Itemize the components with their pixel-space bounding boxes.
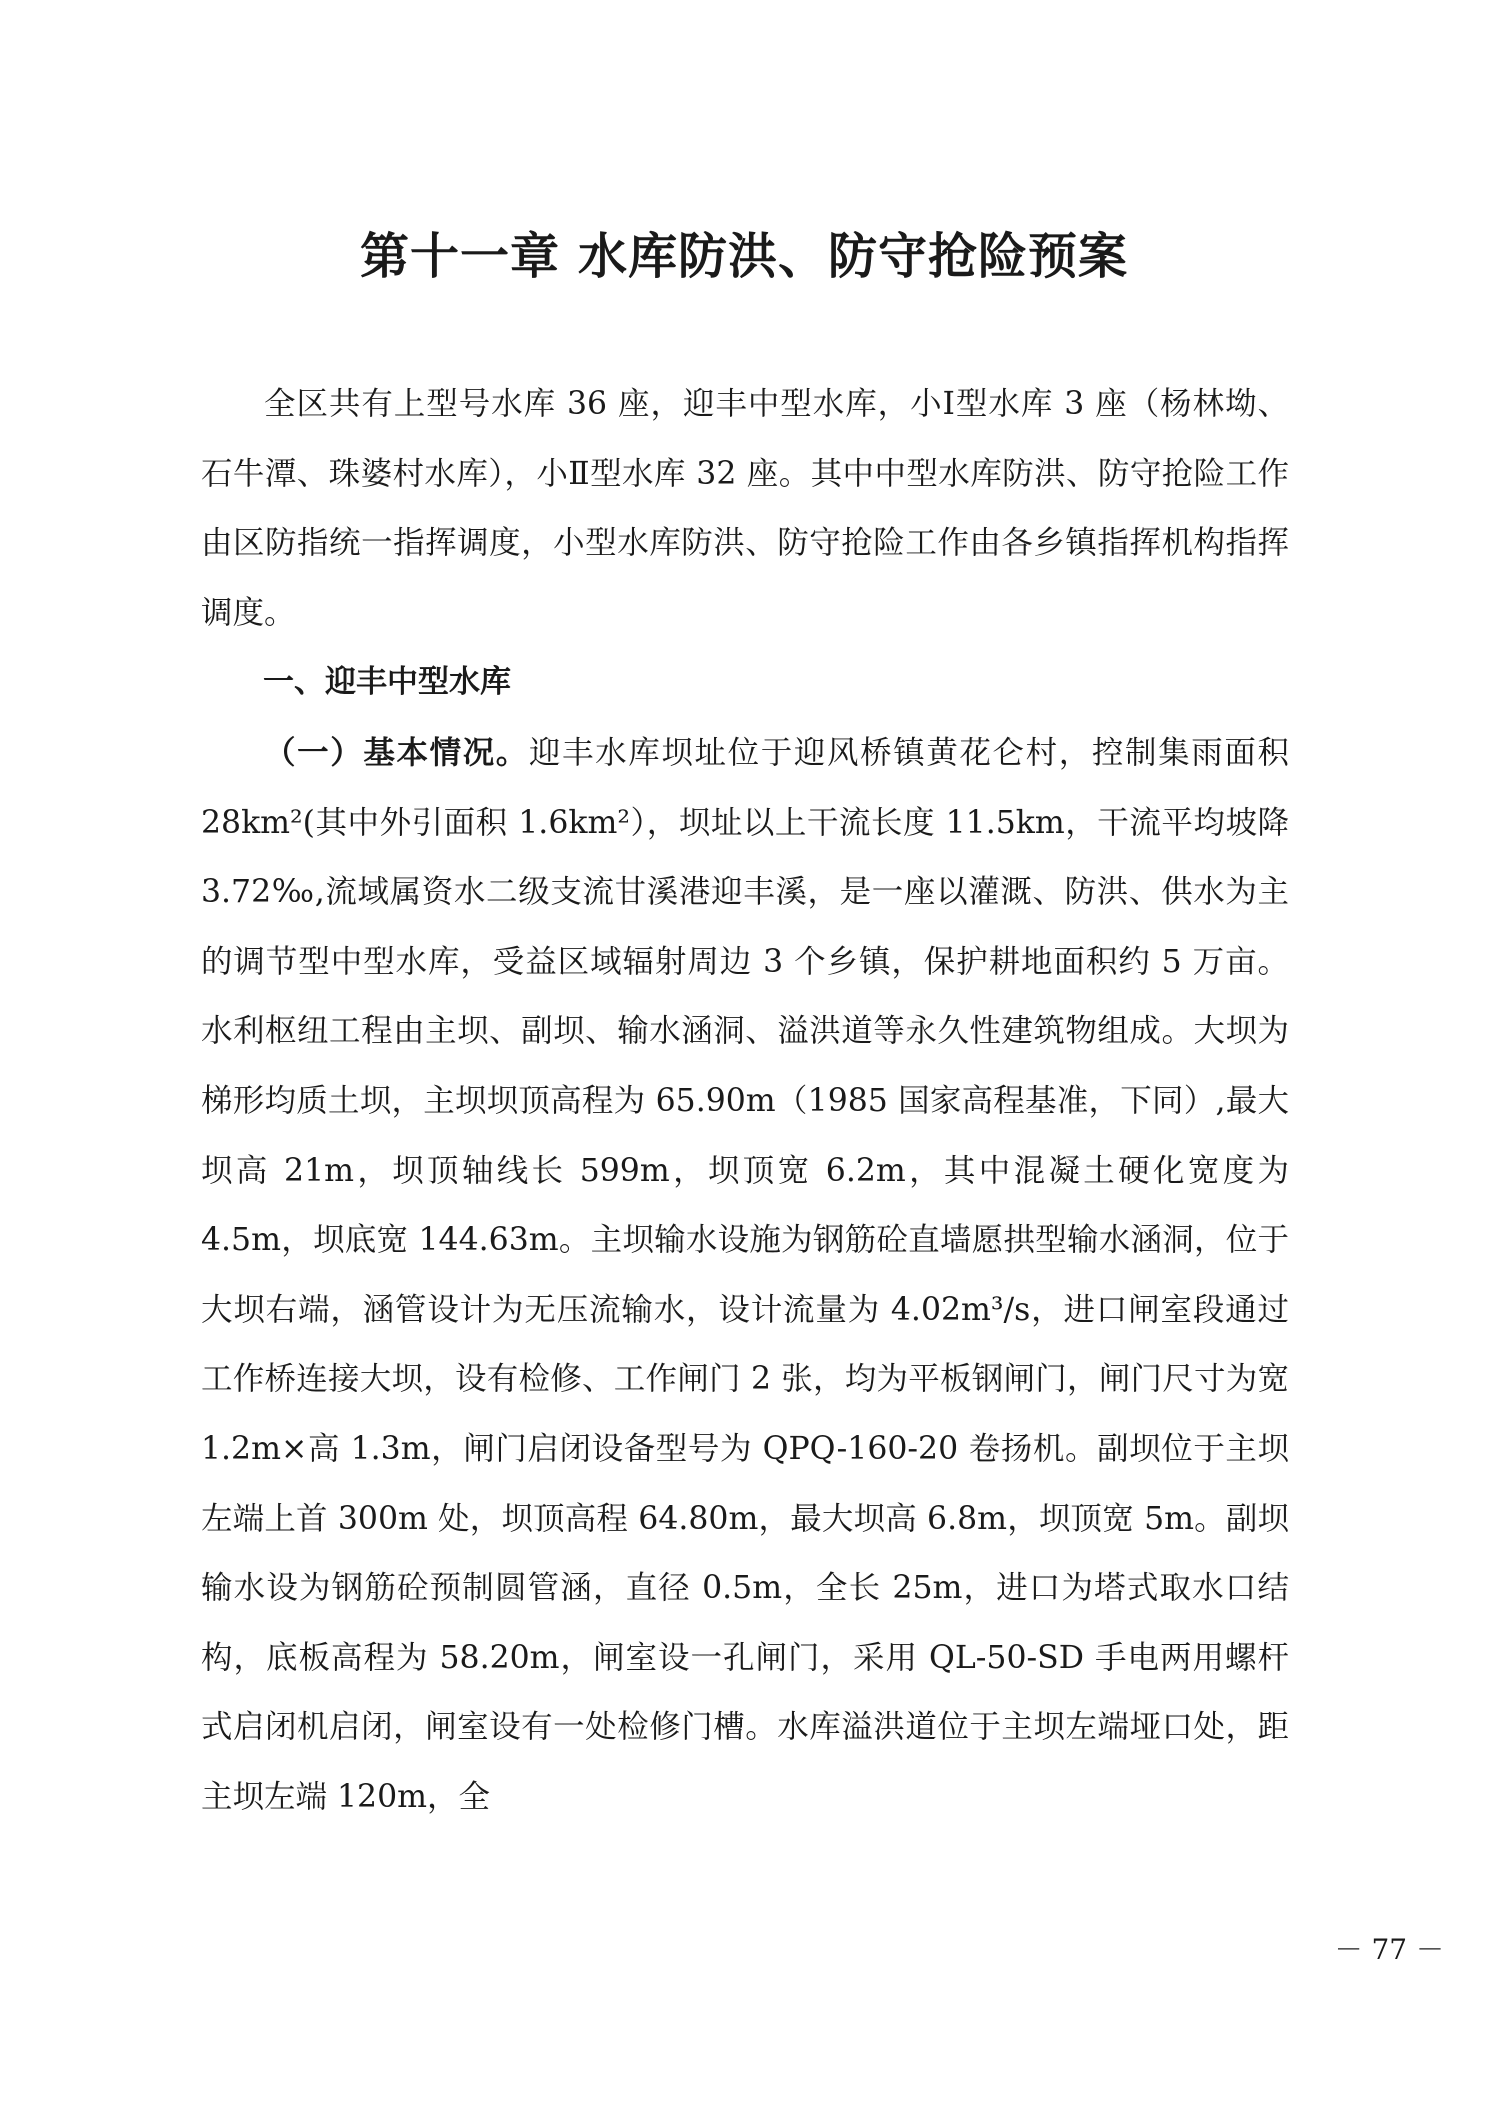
section-heading: 一、迎丰中型水库: [263, 664, 511, 701]
body-text: [201, 370, 1289, 1832]
subsection-paragraph: [201, 718, 1289, 1833]
subsection-text: 迎丰水库坝址位于迎风桥镇黄花仑村，控制集雨面积 28km²(其中外引面积 1.6km²），坝址以上干流长度 11.5km，干流平均坡降 3.72‰,流域属资水二级支流甘溪港迎丰溪，是一座以灌溉、防洪、供水为主的调节型中型水库，受益区域辐射周边 3 个乡镇，保护耕地面积约 5 万亩。水利枢纽工程由主坝、副坝、输水涵洞、溢洪道等永久性建筑物组成。大坝为梯形均质土坝，主坝坝顶高程为 65.90m（1985 国家高程基准，下同）,最大坝高 21m，坝顶轴线长 599m，坝顶宽 6.2m，其中混凝土硬化宽度为 4.5m，坝底宽 144.63m。主坝输水设施为钢筋砼直墙愿拱型输水涵洞，位于大坝右端，涵管设计为无压流输水，设计流量为 4.02m³/s，进口闸室段通过工作桥连接大坝，设有检修、工作闸门 2 张，均为平板钢闸门，闸门尺寸为宽 1.2m×高 1.3m，闸门启闭设备型号为 QPQ-160-20 卷扬机。副坝位于主坝左端上首 300m 处，坝顶高程 64.80m，最大坝高 6.8m，坝顶宽 5m。副坝输水设为钢筋砼预制圆管涵，直径 0.5m，全长 25m，进口为塔式取水口结构，底板高程为 58.20m，闸室设一孔闸门，采用 QL-50-SD 手电两用螺杆式启闭机启闭，闸室设有一处检修门槽。水库溢洪道位于主坝左端垭口处，距主坝左端 120m，全: [201, 734, 1289, 1815]
chapter-title: 第十一章 水库防洪、防守抢险预案: [359, 227, 1129, 285]
intro-paragraph: 全区共有上型号水库 36 座，迎丰中型水库，小Ⅰ型水库 3 座（杨林坳、石牛潭、珠婆村水库），小Ⅱ型水库 32 座。其中中型水库防洪、防守抢险工作由区防指统一指挥调度，小型水库防洪、防守抢险工作由各乡镇指挥机构指挥调度。: [201, 386, 1289, 631]
page-number: － 77 －: [1334, 1933, 1444, 1966]
subsection-label: （一）基本情况。: [264, 733, 529, 771]
